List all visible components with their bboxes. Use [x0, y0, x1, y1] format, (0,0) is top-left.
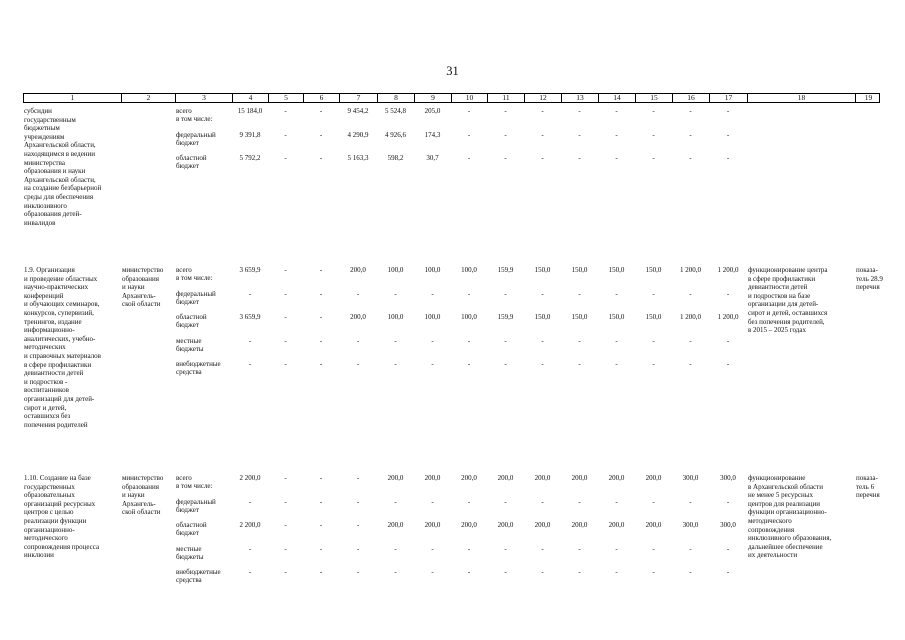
funding-value: -	[578, 130, 581, 139]
funding-value: -	[615, 130, 618, 139]
funding-value: -	[356, 360, 360, 368]
header-col-17: 17	[710, 94, 748, 102]
funding-value: -	[652, 130, 655, 139]
funding-value: -	[284, 107, 287, 115]
funding-value: -	[394, 497, 397, 506]
measure-title: 1.10. Создание на базе государственных образовательных организаций ресурсных центров с целью реализации функции организационно- методического сопровождения процесса инклюзии	[24, 474, 100, 560]
header-col-1: 1	[24, 94, 122, 102]
funding-value: -	[541, 568, 544, 576]
funding-source-label: внебюджетные средства	[176, 568, 221, 585]
funding-value: -	[541, 336, 544, 345]
funding-value: -	[431, 568, 434, 576]
funding-value: -	[726, 568, 730, 576]
header-col-11: 11	[488, 94, 525, 102]
funding-value: -	[284, 544, 287, 553]
responsible-executor: министерство образования и науки Архангель- ской области	[122, 474, 164, 517]
header-col-19: 19	[864, 93, 873, 102]
measure-title: субсидии государственным бюджетным учреждениям Архангельской области, находящимся в ведении министерства образования и науки Архангельской области, на создание безбарьерной среды для обеспечения инклюзивного образования детей- инвалидов	[24, 107, 102, 227]
funding-row	[23, 474, 880, 496]
funding-value: 300,0	[682, 521, 699, 529]
funding-source-label: всего в том числе:	[176, 474, 213, 491]
funding-value: -	[431, 336, 434, 345]
funding-value: -	[431, 544, 434, 553]
funding-source-label: всего в том числе:	[176, 266, 213, 283]
funding-value: -	[578, 107, 581, 115]
funding-value: 200,0	[424, 521, 441, 529]
funding-value: 150,0	[645, 266, 662, 274]
funding-source-label: областной бюджет	[176, 521, 207, 538]
funding-value: -	[467, 154, 471, 162]
funding-value: 3 659,9	[239, 313, 261, 321]
funding-value: -	[615, 360, 618, 368]
funding-value: -	[467, 336, 471, 345]
funding-value: -	[689, 154, 692, 162]
funding-value: -	[541, 289, 544, 298]
funding-value: -	[726, 154, 730, 162]
funding-value: -	[652, 289, 655, 298]
funding-value: -	[356, 474, 360, 482]
measure-title: 1.9. Организация и проведение областных научно-практических конференций и обучающих семинаров, конкурсов, супервизий, тренингов, издание информационно- аналитических, учебно- методических и справочных материалов в сфере профилактики девиантности детей и подростков - воспитанников организаций для детей- сирот и детей, оставшихся без попечения родителей	[24, 266, 101, 429]
funding-value: -	[726, 497, 730, 506]
funding-value: -	[467, 130, 471, 139]
funding-value: -	[652, 154, 655, 162]
funding-value: -	[356, 544, 360, 553]
page-number: 31	[446, 64, 459, 78]
funding-value: 1 200,0	[717, 266, 739, 274]
funding-value: -	[431, 289, 434, 298]
funding-value: -	[504, 336, 507, 345]
funding-value: 300,0	[720, 474, 736, 482]
header-col-6: 6	[304, 94, 340, 102]
funding-source-label: областной бюджет	[176, 313, 207, 330]
header-col-13: 13	[562, 94, 599, 102]
funding-value: -	[284, 289, 287, 298]
funding-row	[23, 107, 880, 129]
funding-value: -	[319, 289, 323, 298]
table-header-row	[23, 93, 880, 103]
funding-value: -	[726, 544, 730, 553]
funding-value: -	[284, 474, 287, 482]
funding-value: 9 454,2	[347, 107, 369, 115]
funding-row	[23, 154, 880, 176]
funding-value: -	[504, 497, 507, 506]
funding-value: 200,0	[461, 474, 477, 482]
funding-value: -	[394, 289, 397, 298]
funding-value: -	[467, 289, 471, 298]
funding-value: 150,0	[534, 313, 551, 321]
funding-value: -	[356, 521, 360, 529]
funding-value: 1 200,0	[680, 266, 701, 274]
funding-value: 2 200,0	[239, 474, 261, 482]
funding-value: -	[319, 266, 323, 274]
funding-value: 174,3	[424, 130, 441, 139]
funding-row	[23, 290, 880, 312]
funding-row	[23, 545, 880, 567]
funding-value: -	[356, 568, 360, 576]
funding-value: -	[689, 130, 692, 139]
funding-value: 598,2	[387, 154, 404, 162]
funding-value: -	[356, 289, 360, 298]
funding-value: -	[504, 568, 507, 576]
header-col-12: 12	[525, 94, 562, 102]
funding-value: 200,0	[608, 474, 625, 482]
target-indicator: показа- тель 6 перечня	[856, 474, 880, 500]
funding-value: -	[248, 544, 252, 553]
funding-row	[23, 313, 880, 335]
funding-value: -	[319, 154, 323, 162]
funding-value: -	[689, 360, 692, 368]
funding-value: -	[467, 360, 471, 368]
funding-row	[23, 360, 880, 382]
funding-value: -	[578, 360, 581, 368]
funding-value: 200,0	[571, 474, 588, 482]
funding-row	[23, 131, 880, 153]
funding-value: 200,0	[350, 266, 366, 274]
funding-source-label: всего в том числе:	[176, 107, 213, 124]
header-col-15: 15	[636, 94, 673, 102]
funding-value: -	[726, 107, 730, 115]
header-col-16: 16	[673, 94, 710, 102]
funding-row	[23, 521, 880, 543]
funding-value: -	[541, 360, 544, 368]
funding-value: -	[504, 289, 507, 298]
funding-value: -	[615, 568, 618, 576]
funding-value: -	[578, 568, 581, 576]
funding-value: -	[319, 313, 323, 321]
funding-row	[23, 266, 880, 288]
funding-value: 100,0	[424, 266, 441, 274]
funding-value: -	[431, 497, 434, 506]
header-col-2: 2	[122, 94, 176, 102]
funding-value: -	[652, 336, 655, 345]
funding-value: -	[248, 497, 252, 506]
funding-value: -	[726, 130, 730, 139]
funding-value: 200,0	[534, 521, 551, 529]
funding-row	[23, 568, 880, 590]
funding-value: 9 391,8	[239, 130, 261, 139]
funding-value: -	[319, 130, 323, 139]
funding-value: -	[504, 154, 507, 162]
funding-source-label: федеральный бюджет	[176, 289, 216, 306]
header-col-7: 7	[340, 94, 378, 102]
funding-value: 5 792,2	[239, 154, 261, 162]
funding-value: 200,0	[424, 474, 441, 482]
funding-value: -	[541, 544, 544, 553]
funding-value: -	[319, 360, 323, 368]
funding-value: -	[652, 360, 655, 368]
funding-value: -	[319, 497, 323, 506]
funding-value: -	[578, 497, 581, 506]
funding-value: -	[541, 154, 544, 162]
funding-value: -	[467, 544, 471, 553]
funding-value: -	[689, 336, 692, 345]
funding-value: -	[284, 130, 287, 139]
funding-value: 100,0	[387, 266, 404, 274]
program-table-body	[23, 104, 883, 634]
funding-value: -	[284, 336, 287, 345]
funding-value: 2 200,0	[239, 521, 261, 529]
funding-value: -	[319, 107, 323, 115]
header-col-3: 3	[176, 94, 233, 102]
funding-value: 200,0	[608, 521, 625, 529]
funding-value: 200,0	[387, 474, 404, 482]
funding-value: 4 290,9	[347, 130, 369, 139]
funding-value: -	[726, 336, 730, 345]
funding-value: -	[504, 130, 507, 139]
funding-value: -	[248, 289, 252, 298]
funding-value: 1 200,0	[680, 313, 701, 321]
funding-value: 200,0	[645, 474, 662, 482]
funding-value: -	[615, 336, 618, 345]
funding-value: -	[689, 497, 692, 506]
funding-source-label: местные бюджеты	[176, 336, 204, 353]
funding-value: 200,0	[497, 474, 514, 482]
funding-value: -	[356, 497, 360, 506]
funding-value: -	[726, 289, 730, 298]
funding-value: -	[615, 154, 618, 162]
funding-value: 200,0	[497, 521, 514, 529]
funding-value: -	[467, 568, 471, 576]
funding-value: 100,0	[461, 266, 477, 274]
funding-value: -	[615, 544, 618, 553]
funding-value: -	[284, 313, 287, 321]
funding-value: 4 926,6	[385, 130, 406, 139]
funding-value: -	[689, 289, 692, 298]
funding-value: -	[615, 497, 618, 506]
funding-value: -	[615, 289, 618, 298]
funding-value: -	[652, 107, 655, 115]
funding-value: 200,0	[387, 521, 404, 529]
funding-value: -	[689, 107, 692, 115]
funding-row	[23, 498, 880, 520]
funding-value: -	[394, 544, 397, 553]
funding-value: -	[504, 107, 507, 115]
funding-row	[23, 337, 880, 359]
funding-value: -	[319, 336, 323, 345]
funding-value: 5 163,3	[347, 154, 369, 162]
funding-value: 150,0	[608, 266, 625, 274]
funding-value: 15 184,0	[237, 107, 263, 115]
funding-value: 150,0	[608, 313, 625, 321]
header-col-8: 8	[378, 94, 415, 102]
funding-value: -	[578, 336, 581, 345]
header-col-4: 4	[233, 94, 269, 102]
funding-value: -	[689, 544, 692, 553]
funding-value: -	[248, 568, 252, 576]
funding-value: -	[652, 497, 655, 506]
funding-value: -	[319, 521, 323, 529]
funding-value: 200,0	[350, 313, 366, 321]
funding-value: -	[578, 544, 581, 553]
header-col-9: 9	[415, 94, 452, 102]
funding-value: 100,0	[387, 313, 404, 321]
funding-value: -	[284, 360, 287, 368]
funding-value: -	[467, 497, 471, 506]
funding-value: -	[356, 336, 360, 345]
funding-value: -	[578, 154, 581, 162]
funding-source-label: областной бюджет	[176, 154, 207, 171]
funding-value: -	[689, 568, 692, 576]
funding-value: -	[284, 154, 287, 162]
expected-result: функционирование в Архангельской области не менее 5 ресурсных центров для реализации функции организационно- методического сопровождения инклюзивного образования, дальнейшее обеспечение их деятельности	[748, 474, 832, 560]
funding-value: -	[394, 336, 397, 345]
funding-source-label: внебюджетные средства	[176, 360, 221, 377]
funding-value: 200,0	[461, 521, 477, 529]
funding-value: -	[726, 360, 730, 368]
funding-value: -	[394, 568, 397, 576]
funding-value: -	[284, 521, 287, 529]
funding-value: 200,0	[534, 474, 551, 482]
funding-value: -	[578, 289, 581, 298]
funding-value: -	[615, 107, 618, 115]
funding-value: -	[284, 497, 287, 506]
funding-value: -	[284, 266, 287, 274]
responsible-executor: министерство образования и науки Архангель- ской области	[122, 266, 164, 309]
funding-value: 300,0	[720, 521, 736, 529]
funding-value: -	[319, 474, 323, 482]
funding-value: 200,0	[571, 521, 588, 529]
funding-value: 100,0	[424, 313, 441, 321]
funding-value: -	[319, 568, 323, 576]
funding-source-label: местные бюджеты	[176, 544, 204, 561]
funding-value: 150,0	[571, 313, 588, 321]
funding-value: -	[248, 336, 252, 345]
funding-value: -	[284, 568, 287, 576]
funding-value: -	[504, 544, 507, 553]
funding-value: 3 659,9	[239, 266, 261, 274]
funding-value: 1 200,0	[717, 313, 739, 321]
expected-result: функционирование центра в сфере профилактики девиантности детей и подростков на базе организации для детей- сирот и детей, оставшихся без попечения родителей, в 2015 – 2025 годах	[748, 266, 828, 335]
target-indicator: показа- тель 28.9 перечня	[856, 266, 883, 292]
funding-value: -	[319, 544, 323, 553]
funding-value: -	[652, 544, 655, 553]
funding-value: 205,0	[424, 107, 441, 115]
funding-value: -	[652, 568, 655, 576]
funding-value: 200,0	[645, 521, 662, 529]
header-col-14: 14	[599, 94, 636, 102]
funding-value: -	[541, 107, 544, 115]
funding-value: 100,0	[461, 313, 477, 321]
funding-value: 159,9	[497, 313, 514, 321]
funding-source-label: федеральный бюджет	[176, 130, 216, 147]
funding-value: -	[431, 360, 434, 368]
funding-value: 150,0	[645, 313, 662, 321]
header-col-10: 10	[452, 94, 488, 102]
funding-value: -	[394, 360, 397, 368]
funding-value: 300,0	[682, 474, 699, 482]
funding-value: 150,0	[534, 266, 551, 274]
header-col-5: 5	[269, 94, 304, 102]
funding-value: 150,0	[571, 266, 588, 274]
header-col-18: 18	[748, 94, 856, 102]
funding-value: -	[467, 107, 471, 115]
funding-value: -	[248, 360, 252, 368]
funding-value: -	[504, 360, 507, 368]
funding-source-label: федеральный бюджет	[176, 497, 216, 514]
funding-value: 30,7	[426, 154, 439, 162]
funding-value: 159,9	[497, 266, 514, 274]
funding-value: -	[541, 497, 544, 506]
funding-value: 5 524,8	[385, 107, 406, 115]
funding-value: -	[541, 130, 544, 139]
